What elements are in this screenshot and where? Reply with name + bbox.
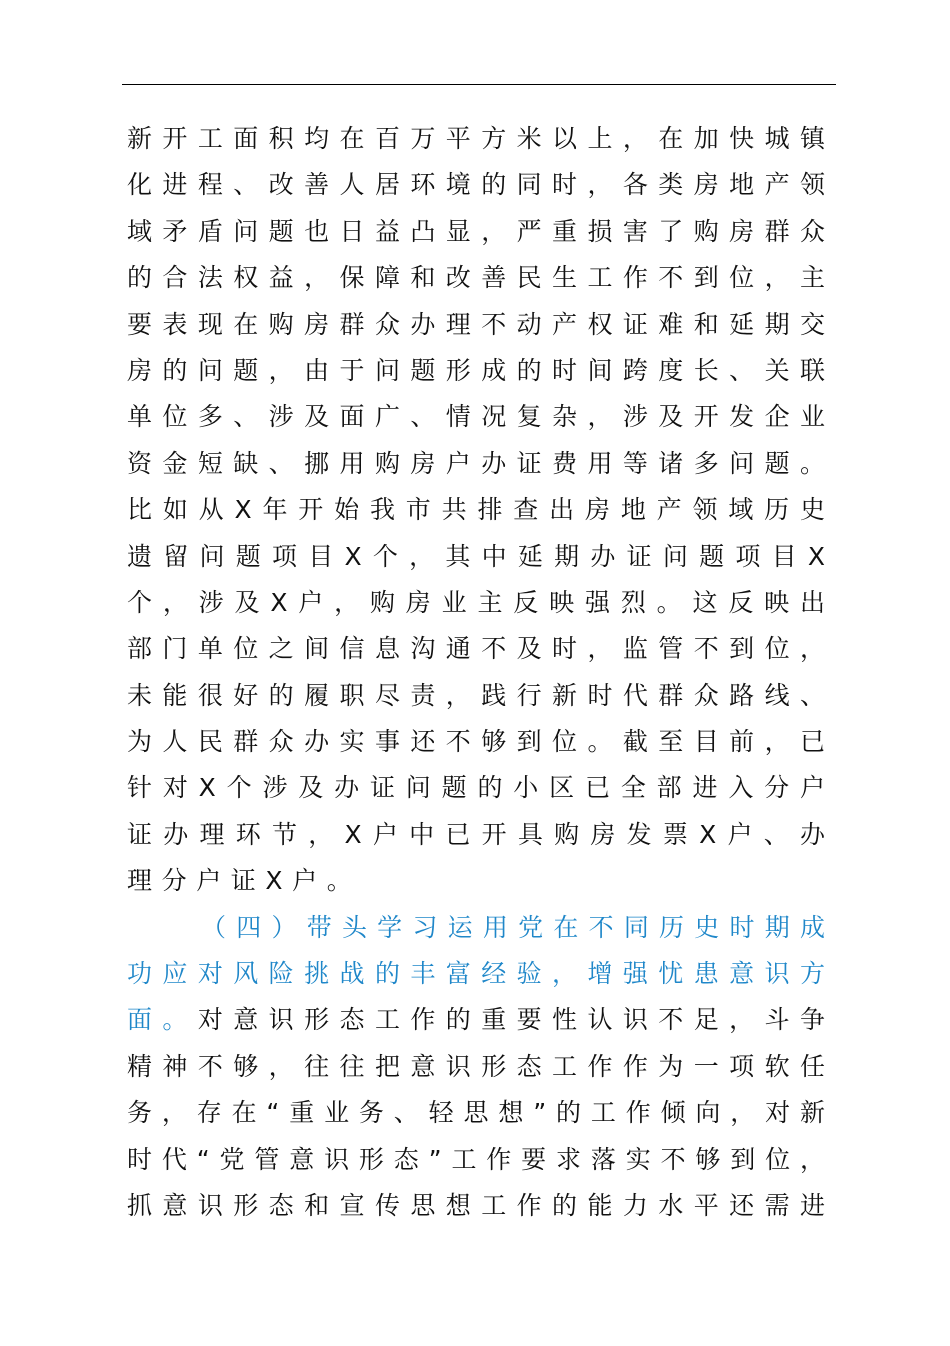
- header-rule: [122, 84, 836, 85]
- body-line: 精神不够，往往把意识形态工作作为一项软任: [127, 1051, 825, 1081]
- heading-body-line: [127, 997, 825, 1043]
- body-line: 个，涉及X户，购房业主反映强烈。这反映出: [127, 587, 825, 617]
- body-line: 域矛盾问题也日益凸显，严重损害了购房群众: [127, 216, 825, 246]
- body-line: 理分户证X户。: [127, 866, 362, 896]
- body-line: 抓意识形态和宣传思想工作的能力水平还需进: [127, 1190, 825, 1220]
- section-heading-tail: 面。: [127, 1005, 198, 1035]
- section-heading-line: （四）带头学习运用党在不同历史时期成: [201, 912, 825, 942]
- body-line: 务，存在“重业务、轻思想”的工作倾向，对新: [127, 1098, 825, 1128]
- body-line: 比如从X年开始我市共排查出房地产领域历史: [127, 495, 825, 525]
- document-body: [127, 116, 825, 1229]
- body-line: 针对X个涉及办证问题的小区已全部进入分户: [127, 773, 825, 803]
- body-line: 部门单位之间信息沟通不及时，监管不到位，: [127, 634, 825, 664]
- body-line: 新开工面积均在百万平方米以上，在加快城镇: [127, 124, 825, 153]
- body-line: 遗留问题项目X个，其中延期办证问题项目X: [127, 541, 825, 571]
- body-text: 对意识形态工作的重要性认识不足，斗争: [197, 1005, 825, 1035]
- body-line: 单位多、涉及面广、情况复杂，涉及开发企业: [127, 402, 825, 432]
- body-line: 证办理环节，X户中已开具购房发票X户、办: [127, 819, 825, 849]
- body-line: 房的问题，由于问题形成的时间跨度长、关联: [127, 355, 825, 385]
- body-line: 资金短缺、挪用购房户办证费用等诸多问题。: [127, 448, 825, 478]
- section-heading-line: 功应对风险挑战的丰富经验，增强忧患意识方: [127, 959, 825, 989]
- body-line: 为人民群众办实事还不够到位。截至目前，已: [127, 727, 825, 757]
- body-line: 未能很好的履职尽责，践行新时代群众路线、: [127, 680, 825, 710]
- body-line: 要表现在购房群众办理不动产权证难和延期交: [127, 309, 825, 339]
- body-line: 化进程、改善人居环境的同时，各类房地产领: [127, 170, 825, 200]
- body-line: 的合法权益，保障和改善民生工作不到位，主: [127, 263, 825, 293]
- body-line: 时代“党管意识形态”工作要求落实不够到位，: [127, 1144, 825, 1174]
